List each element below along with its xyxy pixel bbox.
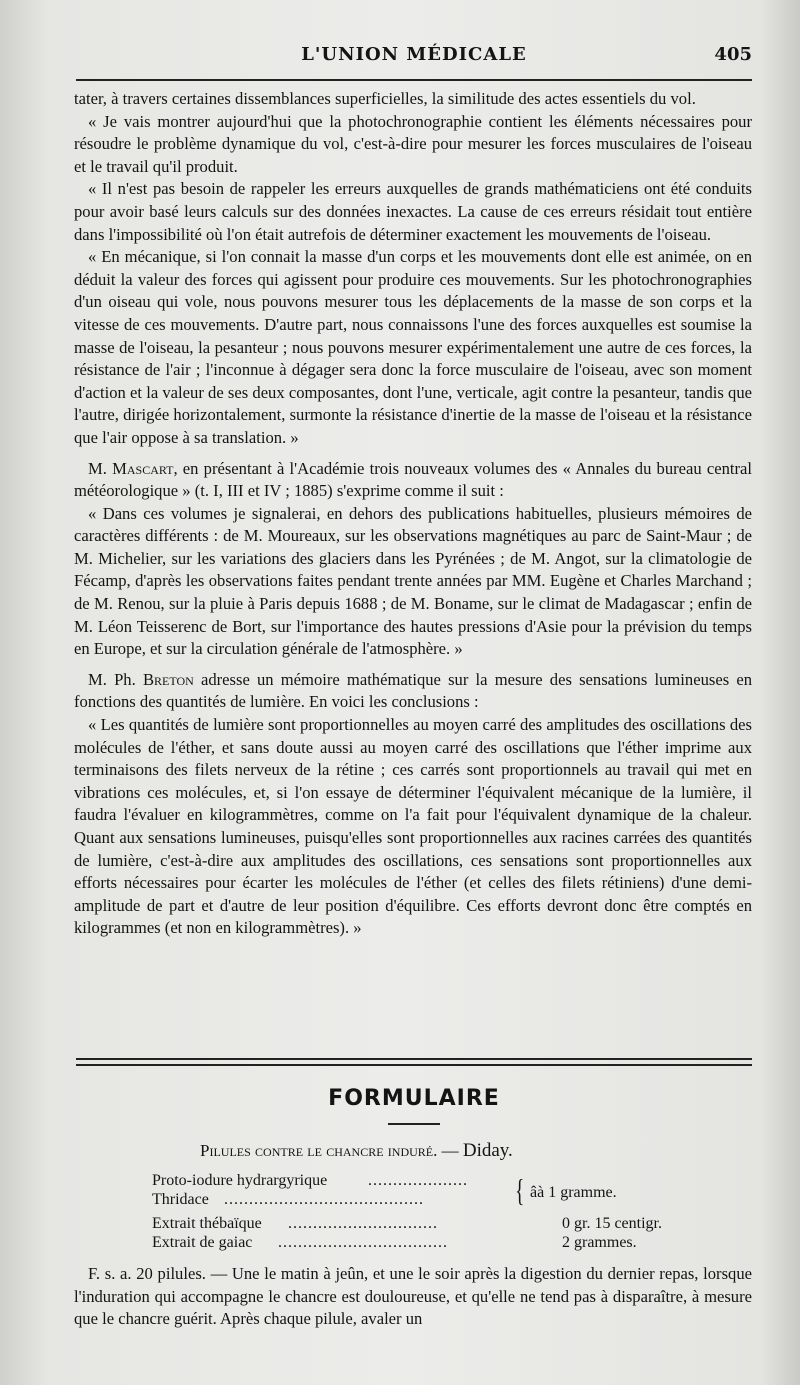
breton-name: Breton bbox=[142, 669, 194, 689]
paragraph: « Je vais montrer aujourd'hui que la photochronographie contient les éléments nécessaires pour résoudre le problème dynamique du vol, c'est-à-dire pour mesurer les forces musculaires de l'oiseau et le travail qu'il produit. bbox=[74, 111, 752, 176]
ingredient-name: Thridace bbox=[152, 1191, 209, 1208]
article-body bbox=[74, 88, 752, 940]
ingredient-quantity: 2 grammes. bbox=[562, 1234, 637, 1251]
brace-glyph: { bbox=[515, 1172, 525, 1208]
breton-paragraph bbox=[74, 669, 752, 714]
ingredient-quantity: 0 gr. 15 centigr. bbox=[562, 1215, 662, 1232]
page-number: 405 bbox=[714, 44, 752, 65]
recipe-title bbox=[200, 1140, 640, 1162]
formulaire-heading: FORMULAIRE bbox=[328, 1086, 500, 1111]
paragraph: « Il n'est pas besoin de rappeler les erreurs auxquelles de grands mathématiciens ont été conduits pour avoir basé leurs calculs sur des données inexactes. La cause de ces erreurs résidait tout entière dans l'impossibilité où l'on était autrefois de déterminer exactement les mouvements de l'oiseau. bbox=[74, 179, 752, 244]
header-rule bbox=[76, 79, 752, 81]
heading-underline bbox=[388, 1123, 440, 1125]
instructions-paragraph: F. s. a. 20 pilules. — Une le matin à jeûn, et une le soir après la digestion du dernier repas, lorsque l'induration qui accompagne le chancre est douloureuse, et qu'elle ne tend pas à disparaître, à mesure que le chancre guérit. Après chaque pilule, avaler un bbox=[74, 1264, 752, 1329]
recipe-dash: — bbox=[437, 1141, 463, 1160]
breton-quote: « Les quantités de lumière sont proportionnelles au moyen carré des amplitudes des oscillations des molécules de l'éther, et sans doute aussi au moyen carré des oscillations que l'éther imprime aux terminaisons des filets nerveux de la rétine ; ces carrés sont proportionnels au travail qui met en vibrations ces molécules, et, si l'on essaye de déterminer l'équivalent mécanique de la lumière, il faudra l'évaluer en kilogrammètres, comme on l'a fait pour l'équivalent dynamique de la chaleur. Quant aux sensations lumineuses, puisqu'elles sont proportionnelles aux racines carrées des quantités de lumière, c'est-à-dire aux amplitudes des oscillations, ces sensations sont proportionnelles aux efforts nécessaires pour écarter les molécules de l'éther (et celles des filets rétiniens) d'une demi-amplitude de part et d'autre de leur position d'équilibre. Ces efforts devront donc être comptés en kilogrammes (et non en kilogrammètres). » bbox=[74, 715, 752, 938]
mascart-quote: « Dans ces volumes je signalerai, en dehors des publications habituelles, plusieurs mémoires de caractères différents : de M. Moureaux, sur les observations magnétiques au parc de Saint-Maur ; de M. Michelier, sur les variations des glaciers dans les Pyrénées ; de M. Angot, sur la climatologie de Fécamp, d'après les observations faites pendant trente années par MM. Eugène et Charles Marchand ; de M. Renou, sur la pluie à Paris depuis 1688 ; de M. Boname, sur le climat de Madagascar ; enfin de M. Léon Teisserenc de Bort, sur l'importance des hautes pressions d'Asie pour la prévision du temps en Europe, et sur la circulation générale de l'atmosphère. » bbox=[74, 503, 752, 659]
leader-dots: .................................. bbox=[278, 1234, 448, 1251]
recipe-name: Pilules contre le chancre induré. bbox=[200, 1141, 438, 1160]
shared-quantity: âà 1 gramme. bbox=[530, 1184, 617, 1201]
paragraph: tater, à travers certaines dissemblances superficielles, la similitude des actes essentiels du vol. bbox=[74, 89, 696, 108]
leader-dots: ........................................ bbox=[224, 1191, 424, 1208]
breton-prefix: M. Ph. bbox=[88, 669, 136, 689]
ingredient-name: Proto-iodure hydrargyrique bbox=[152, 1172, 328, 1189]
paragraph: « En mécanique, si l'on connait la masse d'un corps et les mouvements dont elle est animée, on en déduit la valeur des forces qui agissent pour produire ces mouvements. Sur les photochronographies d'un oiseau qui vole, nous pouvons mesurer tous les déplacements de la masse de son corps et la vitesse de ces mouvements. D'autre part, nous connaissons l'une des forces auxquelles est soumise la masse de l'oiseau, la pesanteur ; nous pouvons mesurer expérimentalement une autre de ces forces, la résistance de l'air ; l'inconnue à dégager sera donc la force musculaire de l'oiseau, avec son moment d'action et la valeur de ses deux composantes, dont l'une, verticale, agit contre la pesanteur, tandis que l'autre, dirigée horizontalement, surmonte la résistance d'inertie de la masse de l'oiseau et la résistance que l'air oppose à sa translation. » bbox=[74, 247, 752, 447]
journal-title: L'UNION MÉDICALE bbox=[301, 44, 527, 65]
running-header bbox=[76, 44, 752, 76]
leader-dots: .................... bbox=[368, 1172, 468, 1189]
mascart-text: , en présentant à l'Académie trois nouveaux volumes des « Annales du bureau central météorologique » (t. I, III et IV ; 1885) s'exprime comme il suit : bbox=[74, 458, 752, 501]
mascart-paragraph bbox=[74, 458, 752, 503]
section-divider bbox=[76, 1058, 752, 1066]
ingredient-name: Extrait de gaiac bbox=[152, 1234, 253, 1251]
ingredient-list bbox=[152, 1172, 712, 1252]
mascart-prefix: M. bbox=[88, 458, 107, 478]
ingredient-name: Extrait thébaïque bbox=[152, 1215, 262, 1232]
recipe-author: Diday. bbox=[462, 1140, 513, 1161]
breton-text: adresse un mémoire mathématique sur la mesure des sensations lumineuses en fonctions des quantités de lumière. En voici les conclusions : bbox=[74, 669, 752, 712]
leader-dots: .............................. bbox=[288, 1215, 438, 1232]
mascart-name: Mascart bbox=[112, 458, 174, 478]
recipe-instructions bbox=[74, 1263, 752, 1331]
